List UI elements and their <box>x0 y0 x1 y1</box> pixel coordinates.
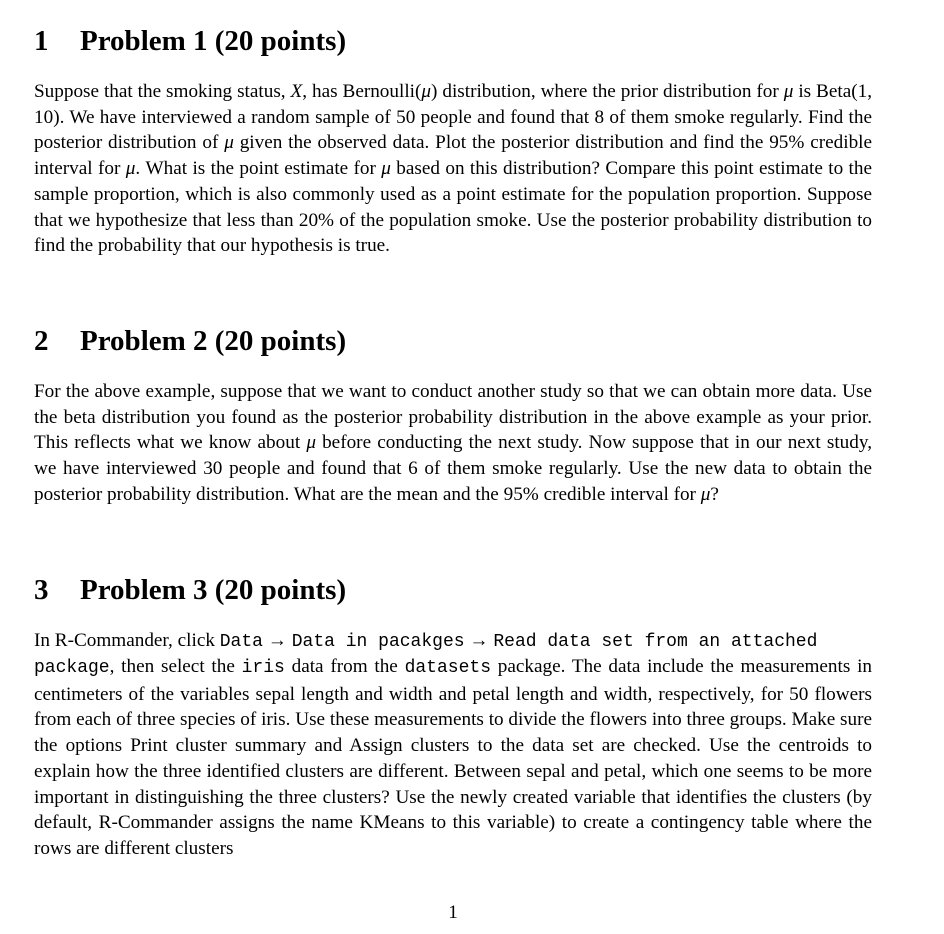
menu-path-data: Data <box>219 632 263 652</box>
text-run: , has Bernoulli( <box>302 81 422 102</box>
math-var: μ <box>224 132 234 154</box>
menu-path-read-data-set: Read data set from an attached <box>493 632 818 652</box>
package-name-datasets: datasets <box>404 658 491 678</box>
section-2-number: 2 <box>34 325 49 357</box>
text-run: given the observed data. Plot the posterior distribution and find the 95% credible interval for <box>34 132 873 180</box>
section-3-title: Problem 3 (20 points) <box>80 574 347 606</box>
text-run: ) distribution, where the prior distribution for <box>431 81 784 102</box>
menu-path-package: package <box>34 658 110 678</box>
section-3-body <box>34 654 872 862</box>
math-var: X <box>290 81 303 102</box>
math-var: μ <box>783 81 794 102</box>
section-3-first-line <box>34 628 944 656</box>
section-2-heading <box>34 324 346 358</box>
math-var: μ <box>381 158 391 180</box>
math-var: μ <box>700 483 711 505</box>
text-run: Suppose that the smoking status, <box>34 81 291 102</box>
section-1-body <box>34 79 872 259</box>
dataset-name-iris: iris <box>241 658 285 678</box>
math-var: μ <box>421 81 432 102</box>
math-var: μ <box>306 432 316 454</box>
text-run: In R-Commander, click <box>34 630 220 651</box>
text-run: ? <box>710 483 719 505</box>
text-run: based on this distribution? Compare this point estimate to the sample proportion, which is also commonly used as a point estimate for the population proportion. Suppose that we hypothesize that less than 20% of the population smoke. Use the posterior probability distribution to find the probability that our hypothesis is true. <box>34 158 872 257</box>
math-var: μ <box>125 158 136 180</box>
text-run: For the above example, suppose that we want to conduct another study so that we can obtain more data. Use the beta distribution you found as the posterior probability distribution in the above example as your prior. This reflects what we know about <box>34 381 872 454</box>
arrow-right-icon: → <box>262 630 292 651</box>
section-2-body <box>34 379 872 508</box>
text-run: data from the <box>284 656 405 677</box>
text-run: before conducting the next study. Now suppose that in our next study, we have interviewed 30 people and found that 6 of them smoke regularly. Use the new data to obtain the posterior probability distribution. What are the mean and the 95% credible interval for <box>34 432 872 505</box>
section-3-number: 3 <box>34 574 49 606</box>
section-3-heading <box>34 573 346 607</box>
section-2-title: Problem 2 (20 points) <box>80 325 347 357</box>
arrow-right-icon: → <box>464 630 494 651</box>
menu-path-data-in-packages: Data in pacakges <box>291 632 465 652</box>
section-1-heading <box>34 24 346 58</box>
text-run: . What is the point estimate for <box>135 158 382 180</box>
text-run: package. The data include the measurements in centimeters of the variables sepal length and width and petal length and width, respectively, for 50 flowers from each of three species of iris. Use these measurements to divide the flowers into three groups. Make sure the options Print cluster summary and Assign clusters to the data set are checked. Use the centroids to explain how the three identified clusters are different. Between sepal and petal, which one seems to be more important in distinguishing the three clusters? Use the newly created variable that identifies the clusters (by default, R-Commander assigns the name KMeans to this variable) to create a contingency table where the rows are different clusters <box>34 656 872 859</box>
page-number: 1 <box>448 902 458 923</box>
section-1-number: 1 <box>34 25 49 57</box>
section-1-title: Problem 1 (20 points) <box>80 25 347 57</box>
text-run: , then select the <box>109 656 242 677</box>
text-run: is Beta(1, 10). We have interviewed a random sample of 50 people and found that 8 of them smoke regularly. Find the posterior distribution of <box>34 81 872 154</box>
